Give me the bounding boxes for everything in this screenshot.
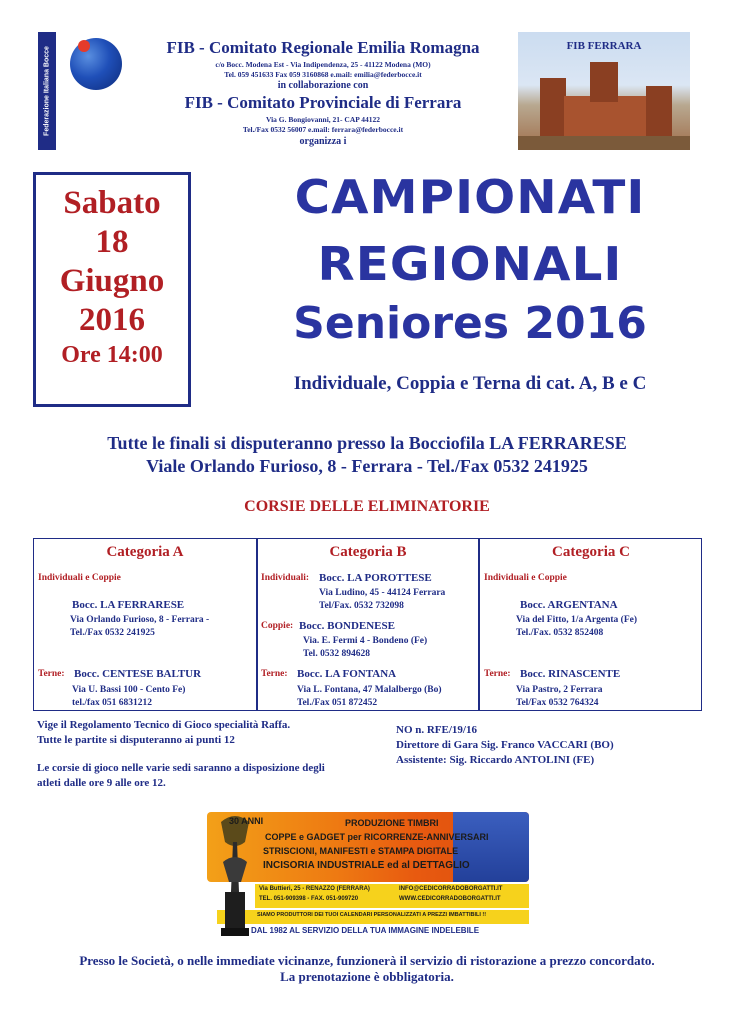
fib-side-strip <box>38 32 56 150</box>
fib-side-text: Federazione Italiana Bocce <box>43 46 51 136</box>
date-time: Ore 14:00 <box>61 342 163 368</box>
category-b-club-3: Bocc. LA FONTANA <box>297 668 397 680</box>
finals-address: Viale Orlando Furioso, 8 - Ferrara - Tel./Fax 0532 241925 <box>146 456 588 476</box>
category-a-label-2: Terne: <box>38 669 65 679</box>
category-c-club-1: Bocc. ARGENTANA <box>520 599 618 611</box>
category-a-title: Categoria A <box>106 544 184 560</box>
date-day: Sabato <box>63 185 161 221</box>
sponsor-website: WWW.CEDICORRADOBORGATTI.IT <box>399 896 501 902</box>
sponsor-calendars: SIAMO PRODUTTORI DEI TUOI CALENDARI PERSONALIZZATI A PREZZI IMBATTIBILI !! <box>257 912 487 918</box>
header-tel-provincial: Tel./Fax 0532 56007 e.mail: ferrara@federbocce.it <box>242 125 404 134</box>
note-director: Direttore di Gara Sig. Franco VACCARI (BO) <box>396 739 614 751</box>
sponsor-line-2: COPPE e GADGET per RICORRENZE-ANNIVERSARI <box>265 832 489 842</box>
header-address-provincial: Via G. Bongiovanni, 21- CAP 44122 <box>265 115 381 124</box>
category-b-club-2-tel: Tel. 0532 894628 <box>303 649 370 659</box>
footer-line-1: Presso le Società, o nelle immediate vicinanze, funzionerà il servizio di ristorazione a prezzo concordato. <box>79 953 655 968</box>
date-year: 2016 <box>79 302 145 338</box>
note-rules: Vige il Regolamento Tecnico di Gioco specialità Raffa. <box>37 719 291 731</box>
note-assistant: Assistente: Sig. Riccardo ANTOLINI (FE) <box>396 754 595 766</box>
category-a-club-1-tel: Tel./Fax 0532 241925 <box>70 628 155 638</box>
categories-table <box>33 538 702 711</box>
category-b-label-2: Coppie: <box>261 621 294 631</box>
header-title-provincial: FIB - Comitato Provinciale di Ferrara <box>184 93 462 112</box>
castle-photo <box>518 32 690 150</box>
category-c-label-2: Terne: <box>484 669 511 679</box>
trophy-icon <box>215 812 255 938</box>
header-collab: in collaborazione con <box>277 80 369 91</box>
category-b-club-2: Bocc. BONDENESE <box>299 620 395 632</box>
category-c-club-2-address: Via Pastro, 2 Ferrara <box>516 685 603 695</box>
category-b-club-3-tel: Tel./Fax 051 872452 <box>297 698 378 708</box>
sponsor-tel: TEL. 051-909398 - FAX. 051-909720 <box>259 896 359 902</box>
corsie-title: CORSIE DELLE ELIMINATORIE <box>244 498 490 515</box>
category-b <box>257 539 479 710</box>
sponsor-line-4: INCISORIA INDUSTRIALE ed al DETTAGLIO <box>263 860 470 871</box>
category-c-club-2-tel: Tel/Fax 0532 764324 <box>516 698 599 708</box>
note-hours: atleti dalle ore 9 alle ore 12. <box>37 777 166 789</box>
category-c-club-1-address: Via del Fitto, 1/a Argenta (Fe) <box>516 615 638 625</box>
category-b-club-1-address: Via Ludino, 45 - 44124 Ferrara <box>319 588 446 598</box>
photo-label: FIB FERRARA <box>566 40 642 52</box>
header-tel-regional: Tel. 059 451633 Fax 059 3160868 e.mail: emilia@federbocce.it <box>224 70 422 79</box>
sponsor-ad <box>207 812 529 940</box>
header-address-regional: c/o Bocc. Modena Est - Via Indipendenza, 25 - 41122 Modena (MO) <box>215 60 431 69</box>
fib-logo-dot-icon <box>78 40 90 52</box>
category-a-label-1: Individuali e Coppie <box>38 573 121 583</box>
note-permit: NO n. RFE/19/16 <box>396 724 477 736</box>
sponsor-line-1: PRODUZIONE TIMBRI <box>345 818 439 828</box>
title-line-1: CAMPIONATI <box>294 170 646 224</box>
category-b-club-1: Bocc. LA POROTTESE <box>319 572 432 584</box>
category-c-title: Categoria C <box>552 544 630 560</box>
date-box <box>33 172 191 407</box>
category-a <box>34 539 256 710</box>
note-lanes: Le corsie di gioco nelle varie sedi saranno a disposizione degli <box>37 762 325 774</box>
category-a-club-2-tel: tel./fax 051 6831212 <box>72 698 152 708</box>
footer-line-2: La prenotazione è obbligatoria. <box>280 969 454 984</box>
sponsor-slogan: DAL 1982 AL SERVIZIO DELLA TUA IMMAGINE INDELEBILE <box>251 926 480 935</box>
category-a-club-2-address: Via U. Bassi 100 - Cento Fe) <box>72 685 186 695</box>
category-b-club-3-address: Via L. Fontana, 47 Malalbergo (Bo) <box>297 685 442 695</box>
sponsor-badge: 30 ANNI <box>229 816 264 826</box>
note-points: Tutte le partite si disputeranno ai punti 12 <box>37 734 235 746</box>
subtitle: Individuale, Coppia e Terna di cat. A, B e C <box>293 373 647 394</box>
sponsor-line-3: STRISCIONI, MANIFESTI e STAMPA DIGITALE <box>263 846 459 856</box>
category-b-label-3: Terne: <box>261 669 288 679</box>
category-a-club-1-address: Via Orlando Furioso, 8 - Ferrara - <box>70 615 210 625</box>
category-a-club-1: Bocc. LA FERRARESE <box>72 599 185 611</box>
category-a-club-2: Bocc. CENTESE BALTUR <box>74 668 202 680</box>
category-c-club-2: Bocc. RINASCENTE <box>520 668 621 680</box>
category-c-club-1-tel: Tel./Fax. 0532 852408 <box>516 628 604 638</box>
category-b-title: Categoria B <box>329 544 407 560</box>
header-title-regional: FIB - Comitato Regionale Emilia Romagna <box>166 38 480 57</box>
date-month: Giugno <box>59 263 165 299</box>
title-line-3: Seniores 2016 <box>293 298 647 349</box>
title-line-2: REGIONALI <box>317 237 623 291</box>
sponsor-address: Via Buttieri, 25 - RENAZZO (FERRARA) <box>259 886 370 892</box>
category-c <box>480 539 702 710</box>
header-organizza: organizza i <box>299 136 347 147</box>
sponsor-email: INFO@CEDICORRADOBORGATTI.IT <box>399 886 503 892</box>
category-b-label-1: Individuali: <box>261 573 310 583</box>
finals-location: Tutte le finali si disputeranno presso la Bocciofila LA FERRARESE <box>107 433 627 453</box>
date-number: 18 <box>95 224 129 260</box>
sponsor-logo-icon <box>453 812 529 882</box>
category-b-club-2-address: Via. E. Fermi 4 - Bondeno (Fe) <box>303 636 428 646</box>
category-c-label-1: Individuali e Coppie <box>484 573 567 583</box>
category-b-club-1-tel: Tel/Fax. 0532 732098 <box>319 601 404 611</box>
